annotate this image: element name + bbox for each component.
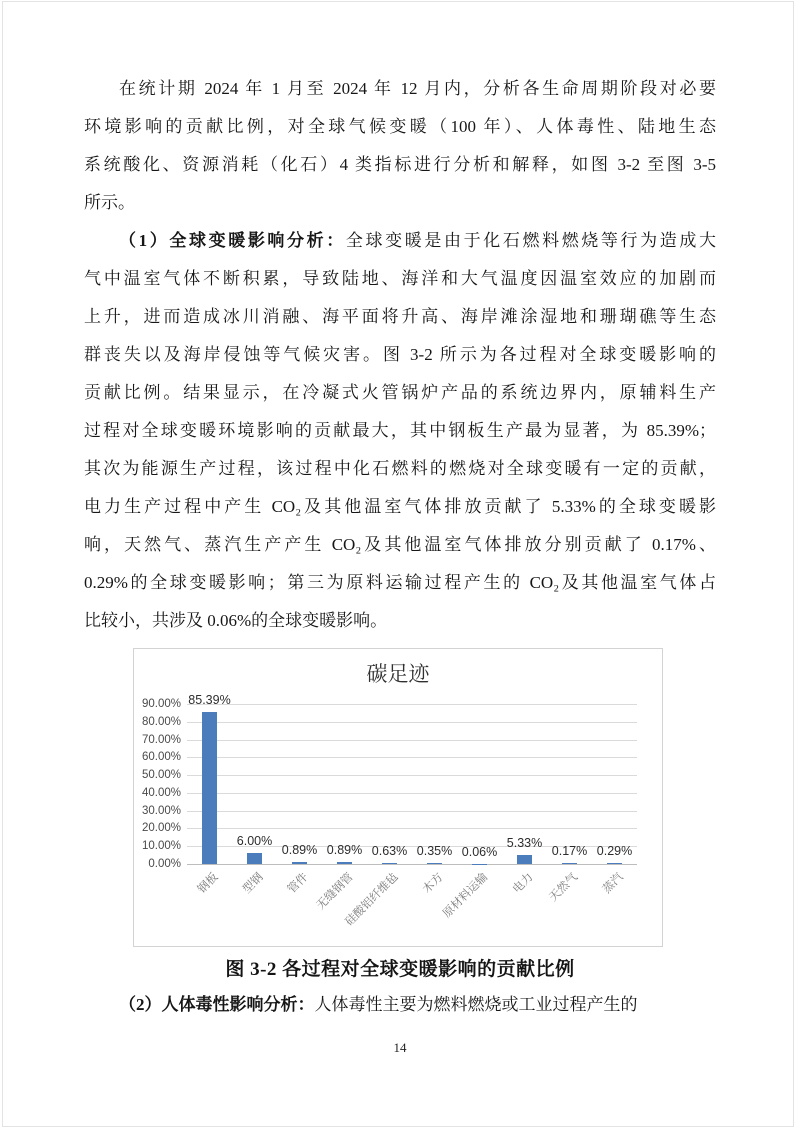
bar xyxy=(202,712,217,864)
paragraph xyxy=(84,222,716,640)
x-category-label-text: 管件 xyxy=(285,871,311,896)
x-category-label-text: 木方 xyxy=(420,871,446,896)
gridline xyxy=(187,775,637,776)
x-category-label-text: 天然气 xyxy=(547,871,581,905)
gridline xyxy=(187,793,637,794)
x-category-label-text: 钢板 xyxy=(195,871,221,896)
bar-value-label: 0.63% xyxy=(371,843,408,858)
bar-value-label: 0.29% xyxy=(596,843,633,858)
text-line xyxy=(84,564,716,602)
text-line xyxy=(84,374,716,412)
gridline xyxy=(187,704,637,705)
line-text: 贡献比例。结果显示，在冷凝式火管锅炉产品的系统边界内，原辅料生产 xyxy=(84,383,716,402)
y-axis-tick-label: 30.00% xyxy=(141,804,181,817)
bar xyxy=(562,863,577,864)
gridline xyxy=(187,740,637,741)
bold-lead: （2）人体毒性影响分析： xyxy=(119,995,315,1014)
bar-value-label: 0.89% xyxy=(326,843,363,858)
bar xyxy=(382,863,397,864)
line-text: 0.29%的全球变暖影响；第三为原料运输过程产生的 CO₂及其他温室气体占 xyxy=(84,573,716,592)
bar xyxy=(337,862,352,864)
body-text-block xyxy=(84,70,716,640)
x-category-label-text: 型钢 xyxy=(240,871,266,896)
y-axis-tick-label: 90.00% xyxy=(141,698,181,710)
line-text: 环境影响的贡献比例，对全球气候变暖（100 年）、人体毒性、陆地生态 xyxy=(84,117,716,136)
bar xyxy=(247,853,262,864)
line-text: 上升，进而造成冰川消融、海平面将升高、海岸滩涂湿地和珊瑚礁等生态 xyxy=(84,307,716,326)
text-line xyxy=(84,222,716,260)
line-text: 过程对全球变暖环境影响的贡献最大，其中钢板生产最为显著，为 85.39%； xyxy=(84,421,716,440)
line-text: 响，天然气、蒸汽生产产生 CO₂及其他温室气体排放分别贡献了 0.17%、 xyxy=(84,535,716,554)
x-category-label-text: 硅酸铝纤维毡 xyxy=(342,871,401,929)
page-number: 14 xyxy=(393,1040,407,1055)
line-text: 气中温室气体不断积累，导致陆地、海洋和大气温度因温室效应的加剧而 xyxy=(84,269,716,288)
text-line xyxy=(84,526,716,564)
bar xyxy=(427,863,442,864)
line-text: 人体毒性主要为燃料燃烧或工业过程产生的 xyxy=(314,995,638,1014)
text-line xyxy=(84,70,716,108)
bar xyxy=(607,863,622,864)
y-axis-tick-label: 10.00% xyxy=(141,840,181,853)
y-axis-tick-label: 0.00% xyxy=(148,858,181,870)
bar-value-label: 6.00% xyxy=(236,834,273,849)
gridline xyxy=(187,757,637,758)
carbon-footprint-bar-chart xyxy=(133,648,663,947)
gridline xyxy=(187,811,637,812)
paragraph xyxy=(84,70,716,222)
text-line xyxy=(84,184,716,222)
body-text-block-after-figure xyxy=(84,986,716,1024)
bar-value-label: 5.33% xyxy=(506,835,543,850)
gridline xyxy=(187,864,637,865)
text-line xyxy=(84,450,716,488)
y-axis-tick-label: 70.00% xyxy=(141,733,181,746)
text-line xyxy=(84,412,716,450)
line-text: 所示。 xyxy=(84,193,135,212)
bar-value-label: 0.35% xyxy=(416,843,453,858)
text-line xyxy=(84,260,716,298)
line-text: 在统计期 2024 年 1 月至 2024 年 12 月内，分析各生命周期阶段对必要 xyxy=(119,79,716,98)
y-axis-tick-label: 40.00% xyxy=(141,786,181,799)
gridline xyxy=(187,722,637,723)
bar xyxy=(292,862,307,864)
y-axis-tick-label: 80.00% xyxy=(141,715,181,728)
bold-lead: （1）全球变暖影响分析： xyxy=(119,231,346,250)
chart-title: 碳足迹 xyxy=(366,662,430,686)
y-axis-tick-label: 20.00% xyxy=(141,822,181,835)
gridline xyxy=(187,828,637,829)
x-category-label-text: 蒸汽 xyxy=(600,871,626,896)
text-line xyxy=(84,146,716,184)
bar-value-label: 0.06% xyxy=(461,844,498,859)
bar xyxy=(517,855,532,864)
line-text: 电力生产过程中产生 CO₂及其他温室气体排放贡献了 5.33%的全球变暖影 xyxy=(84,497,716,516)
bar-value-label: 0.17% xyxy=(551,843,588,858)
x-category-label-text: 原材料运输 xyxy=(440,871,491,921)
figure-caption: 图 3-2 各过程对全球变暖影响的贡献比例 xyxy=(225,959,575,980)
x-category-label-text: 无缝钢管 xyxy=(314,871,356,913)
paragraph xyxy=(84,986,716,1024)
text-line xyxy=(84,602,716,640)
line-text: 群丧失以及海岸侵蚀等气候灾害。图 3-2 所示为各过程对全球变暖影响的 xyxy=(84,345,716,364)
line-text: 全球变暖是由于化石燃料燃烧等行为造成大 xyxy=(345,231,717,250)
bar-value-label: 0.89% xyxy=(281,843,318,858)
text-line xyxy=(84,488,716,526)
text-line xyxy=(84,336,716,374)
y-axis-tick-label: 60.00% xyxy=(141,751,181,764)
text-line xyxy=(84,986,716,1024)
bar-value-label: 85.39% xyxy=(188,693,231,708)
y-axis-tick-label: 50.00% xyxy=(141,769,181,782)
line-text: 比较小，共涉及 0.06%的全球变暖影响。 xyxy=(84,611,388,630)
line-text: 系统酸化、资源消耗（化石）4 类指标进行分析和解释，如图 3-2 至图 3-5 xyxy=(84,155,716,174)
x-category-label-text: 电力 xyxy=(510,871,536,896)
plot-area xyxy=(141,693,637,929)
text-line xyxy=(84,298,716,336)
text-line xyxy=(84,108,716,146)
line-text: 其次为能源生产过程，该过程中化石燃料的燃烧对全球变暖有一定的贡献， xyxy=(84,459,716,478)
